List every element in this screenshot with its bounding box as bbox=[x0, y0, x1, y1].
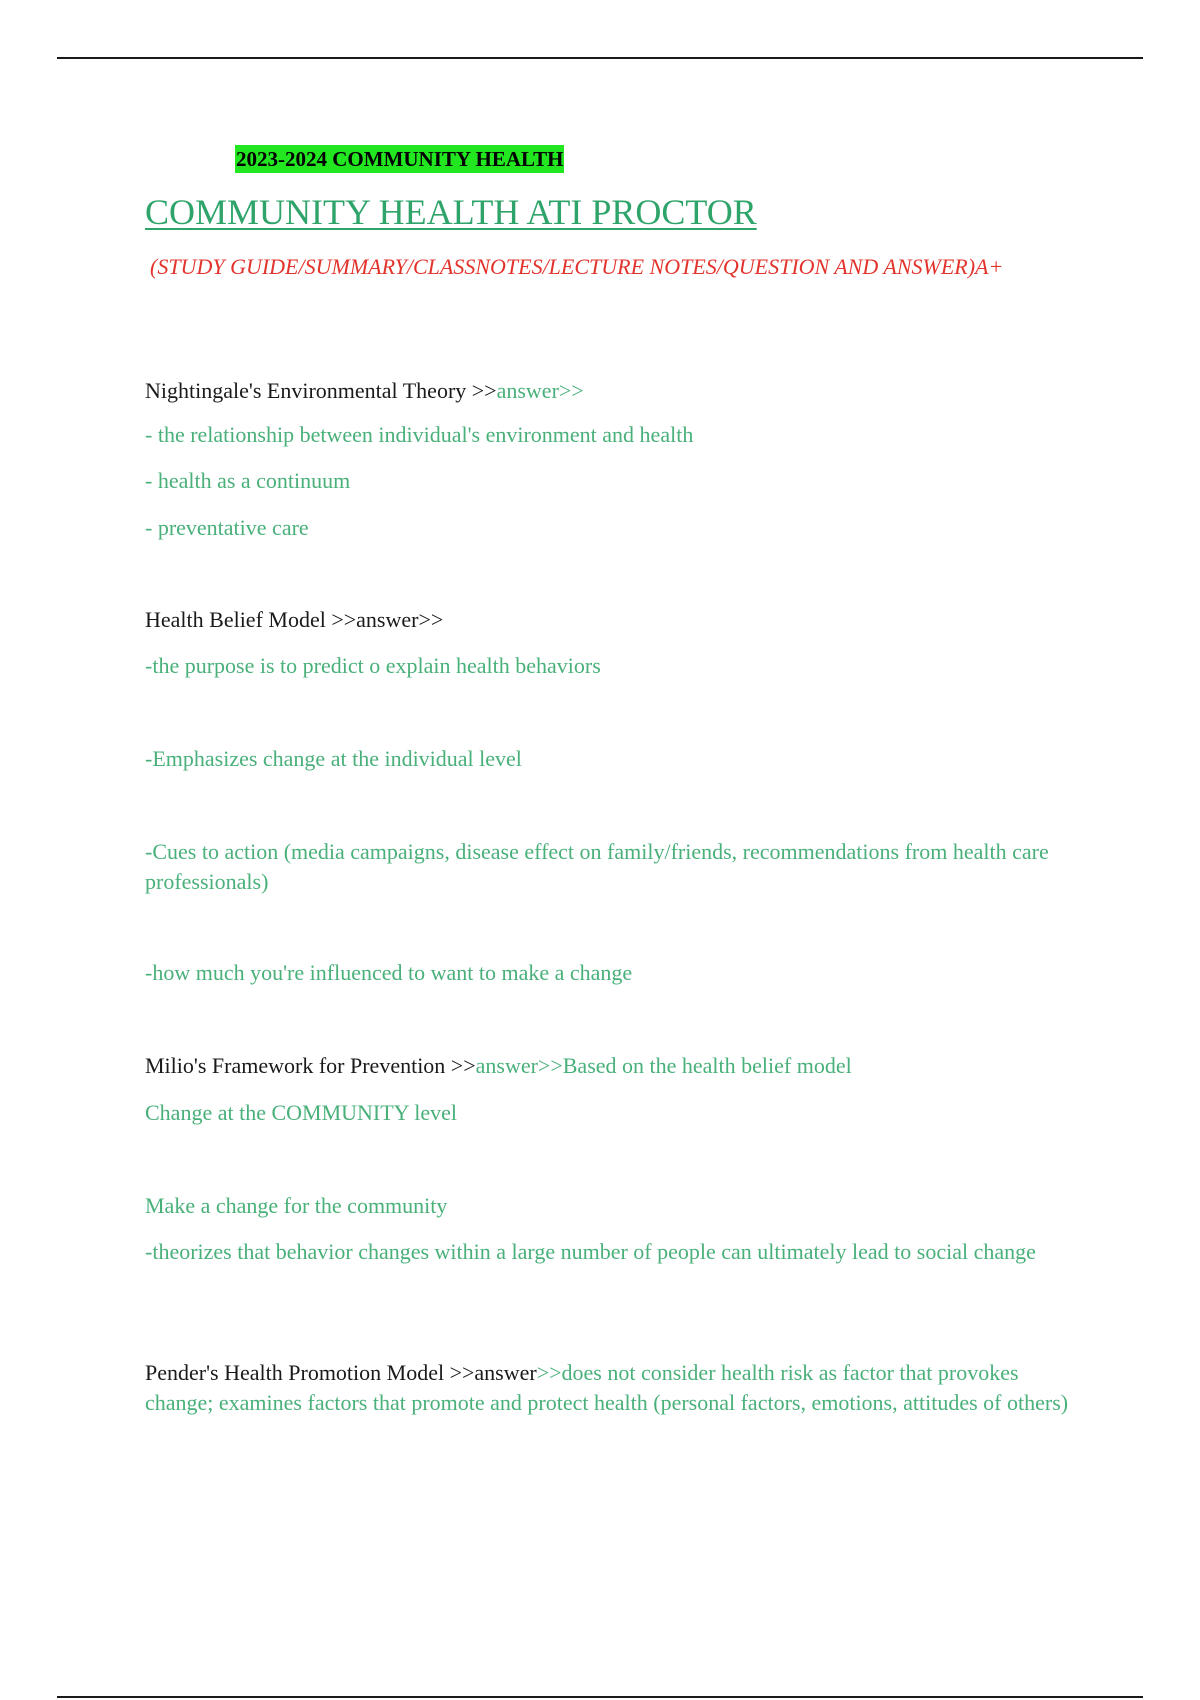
question-text: Nightingale's Environmental Theory >> bbox=[145, 378, 497, 403]
answer-line: - health as a continuum bbox=[145, 468, 351, 493]
answer-marker: answer>> bbox=[475, 1053, 563, 1078]
answer-marker: >> bbox=[536, 1360, 562, 1385]
answer-marker: answer>> bbox=[496, 378, 584, 403]
answer-inline: Based on the health belief model bbox=[562, 1053, 852, 1078]
year-banner: 2023-2024 COMMUNITY HEALTH bbox=[236, 147, 564, 171]
page-title: COMMUNITY HEALTH ATI PROCTOR bbox=[145, 192, 757, 232]
answer-line: -theorizes that behavior changes within a large number of people can ultimately lead to social change bbox=[145, 1239, 1036, 1264]
question-nightingale bbox=[145, 376, 584, 406]
question-health-belief-model: Health Belief Model >>answer>> bbox=[145, 607, 444, 632]
answer-line: -the purpose is to predict o explain health behaviors bbox=[145, 653, 601, 678]
answer-line: - the relationship between individual's environment and health bbox=[145, 422, 694, 447]
answer-line: Change at the COMMUNITY level bbox=[145, 1100, 458, 1125]
answer-line: - preventative care bbox=[145, 515, 309, 540]
answer-line: Make a change for the community bbox=[145, 1193, 448, 1218]
answer-inline: does not consider health risk as factor that provokes change; examines factors that promote and protect health (personal factors, emotions, attitudes of others) bbox=[145, 1360, 1069, 1415]
document-subtitle: (STUDY GUIDE/SUMMARY/CLASSNOTES/LECTURE NOTES/QUESTION AND ANSWER)A+ bbox=[150, 254, 1004, 279]
question-pender-model bbox=[145, 1358, 1070, 1418]
answer-line: -how much you're influenced to want to make a change bbox=[145, 960, 633, 985]
question-text: Milio's Framework for Prevention >> bbox=[145, 1053, 476, 1078]
answer-line: -Emphasizes change at the individual level bbox=[145, 746, 522, 771]
question-milio-framework bbox=[145, 1051, 852, 1081]
top-rule bbox=[57, 57, 1143, 59]
question-text: Pender's Health Promotion Model >>answer bbox=[145, 1360, 537, 1385]
answer-line: -Cues to action (media campaigns, disease effect on family/friends, recommendations from health care professionals) bbox=[145, 839, 1049, 894]
bottom-rule bbox=[57, 1696, 1143, 1698]
